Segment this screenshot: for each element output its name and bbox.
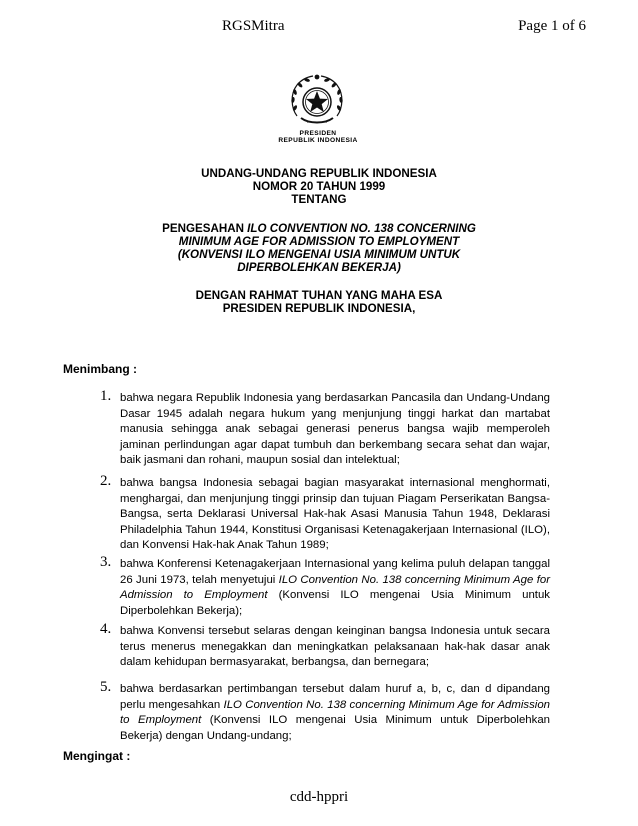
subject-line-1	[0, 222, 638, 235]
item-number: 5.	[100, 679, 112, 695]
footer-text: cdd-hppri	[289, 789, 349, 805]
law-tentang: TENTANG	[291, 193, 347, 206]
item-text-italic: ILO Convention No. 138 concerning Minimum Age for Admission to Employment	[120, 698, 550, 726]
subject-line-2: MINIMUM AGE FOR ADMISSION TO EMPLOYMENT	[178, 235, 460, 248]
item-text	[120, 557, 550, 619]
mengingat-label: Mengingat :	[63, 749, 131, 763]
item-text-part: bahwa berdasarkan pertimbangan tersebut dalam huruf a, b, c, dan d dipandang perlu mengesahkan	[120, 683, 550, 711]
item-text: bahwa bangsa Indonesia sebagai bagian masyarakat internasional menghormati, menghargai, dan menjunjung tinggi prinsip dan tujuan Piagam Perserikatan Bangsa-Bangsa, serta Deklarasi Universal Hak-hak Asasi Manusia Tahun 1948, Deklarasi Philadelphia Tahun 1944, Konstitusi Organisasi Ketenagakerjaan Internasional (ILO), dan Konvensi Hak-hak Anak Tahun 1989;	[120, 477, 550, 551]
subject-italic: ILO CONVENTION NO. 138 CONCERNING	[247, 222, 476, 235]
subject-line-3: (KONVENSI ILO MENGENAI USIA MINIMUM UNTUK	[177, 248, 461, 261]
item-text-italic: ILO Convention No. 138 concerning Minimum Age for Admission to Employment	[120, 573, 550, 601]
garuda-emblem-icon	[287, 72, 347, 130]
subject-prefix: PENGESAHAN	[162, 222, 248, 235]
law-title: UNDANG-UNDANG REPUBLIK INDONESIA	[201, 167, 437, 180]
item-number: 2.	[100, 473, 112, 489]
grace-line-2: PRESIDEN REPUBLIK INDONESIA,	[222, 302, 416, 315]
item-number: 1.	[100, 388, 112, 404]
law-number: NOMOR 20 TAHUN 1999	[252, 180, 386, 193]
item-text: bahwa Konvensi tersebut selaras dengan keinginan bangsa Indonesia untuk secara terus menerus menegakkan dan meningkatkan pelaksanaan hak-hak dasar anak dalam kehidupan bermasyarakat, berbangsa, dan bernegara;	[120, 625, 550, 668]
item-text-part: (Konvensi ILO mengenai Usia Minimum untuk Diperbolehkan Bekerja);	[120, 589, 550, 617]
grace-line-1: DENGAN RAHMAT TUHAN YANG MAHA ESA	[195, 289, 443, 302]
emblem-caption-presiden: PRESIDEN	[299, 130, 337, 137]
item-text: bahwa negara Republik Indonesia yang berdasarkan Pancasila dan Undang-Undang Dasar 1945 adalah negara hukum yang menjunjung tinggi harkat dan martabat manusia sehingga anak sebagai generasi penerus bangsa wajib memperoleh jaminan perlindungan agar dapat tumbuh dan berkembang secara sehat dan wajar, baik jasmani dan rohani, maupun sosial dan intelektual;	[120, 392, 550, 466]
header-source: RGSMitra	[222, 18, 285, 34]
item-number: 4.	[100, 621, 112, 637]
page-indicator: Page 1 of 6	[518, 18, 586, 34]
item-number: 3.	[100, 554, 112, 570]
item-text-part: bahwa Konferensi Ketenagakerjaan Internasional yang kelima puluh delapan tanggal 26 Juni 1973, telah menyetujui	[120, 558, 550, 586]
menimbang-label: Menimbang :	[63, 362, 137, 376]
subject-line-4: DIPERBOLEHKAN BEKERJA)	[237, 261, 401, 274]
item-text	[120, 682, 550, 744]
emblem-caption-republik: REPUBLIK INDONESIA	[278, 137, 358, 144]
item-text-part: (Konvensi ILO mengenai Usia Minimum untuk Diperbolehkan Bekerja) dengan Undang-undang;	[120, 714, 550, 742]
